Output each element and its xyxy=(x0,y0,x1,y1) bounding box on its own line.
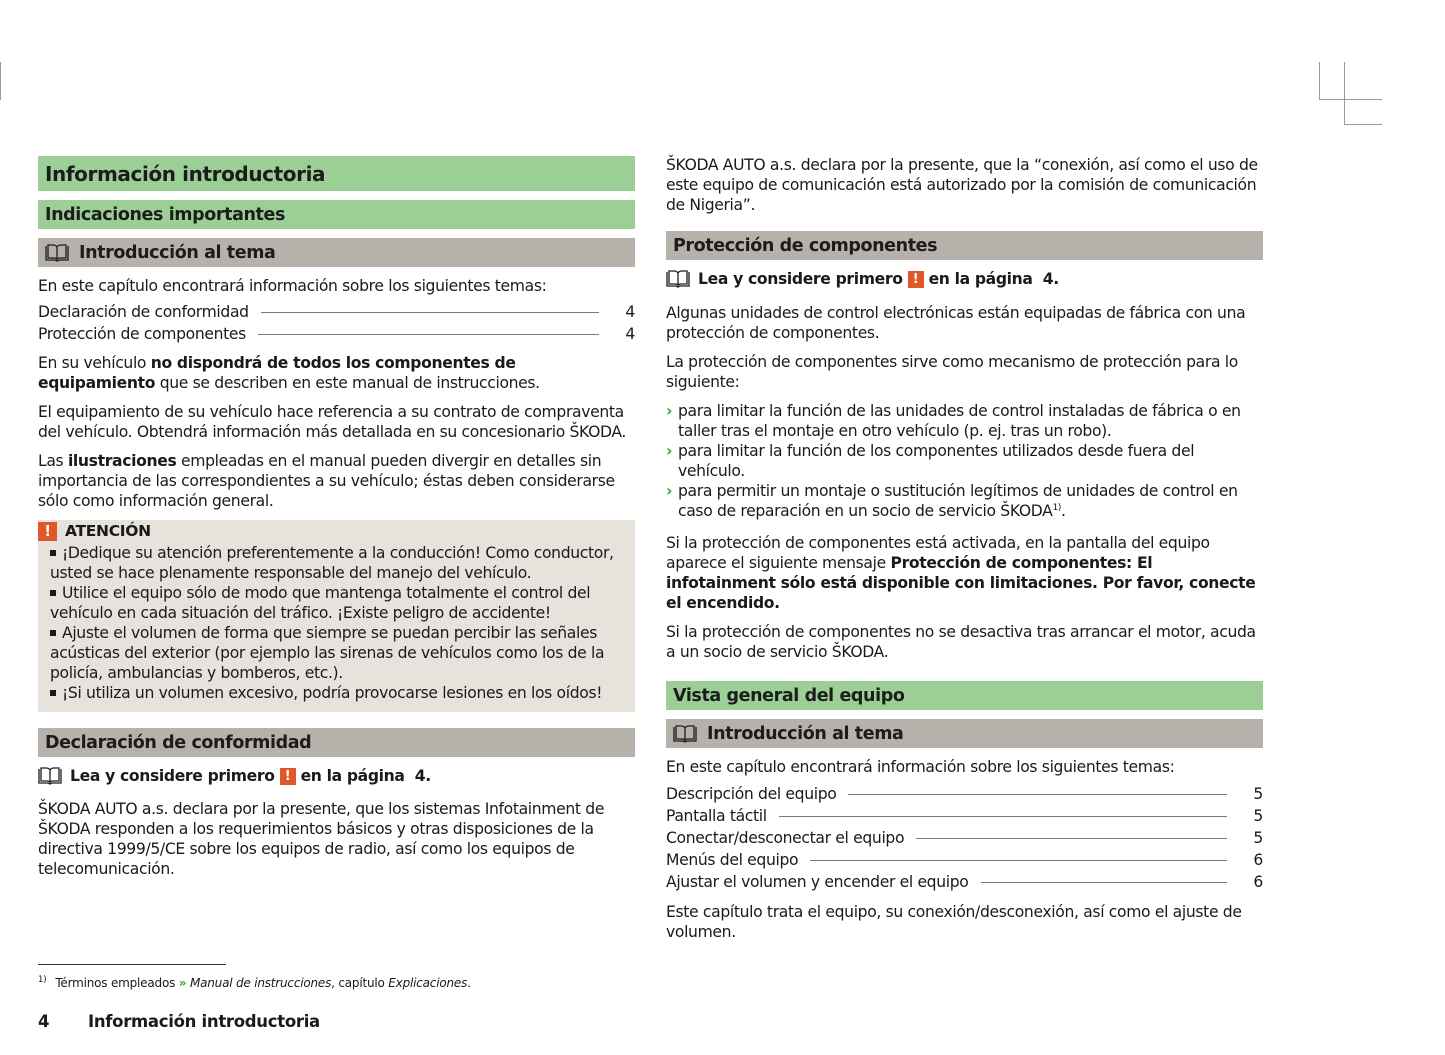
warning-item xyxy=(50,543,623,583)
paragraph-contract: El equipamiento de su vehículo hace referencia a su contrato de compraventa del vehículo. Obtendrá información más detallada en su concesionario ŠKODA. xyxy=(38,403,627,441)
protection-p1: Algunas unidades de control electrónicas están equipadas de fábrica con una protección de componentes. xyxy=(666,304,1246,342)
intro-heading-label: Introducción al tema xyxy=(79,242,276,263)
list-item-text: para limitar la función de los componentes utilizados desde fuera del vehículo. xyxy=(678,442,1195,480)
crop-mark xyxy=(1319,99,1382,100)
toc-item[interactable] xyxy=(666,872,1263,894)
text: que se describen en este manual de instrucciones. xyxy=(155,374,540,392)
text: Si la protección de componentes está activada, en la pantalla del equipo aparece el siguiente mensaje xyxy=(666,534,1210,572)
toc-leader xyxy=(779,816,1227,817)
bold-text: no dispondrá de todos los componentes de equipamiento xyxy=(38,354,516,392)
book-icon xyxy=(666,270,690,288)
warning-item-text: ¡Dedique su atención preferentemente a la conducción! Como conductor, usted se hace plenamente responsable del manejo del vehículo. xyxy=(50,544,614,582)
book-icon xyxy=(45,244,69,262)
text: Términos empleados xyxy=(55,976,176,990)
bullet-icon xyxy=(50,590,56,596)
crop-mark xyxy=(0,62,1,100)
overview-closing: Este capítulo trata el equipo, su conexión/desconexión, así como el ajuste de volumen. xyxy=(666,903,1242,941)
toc-item[interactable] xyxy=(666,784,1263,806)
warning-item xyxy=(50,623,623,683)
footnote xyxy=(38,976,471,990)
toc-page[interactable]: 6 xyxy=(1253,851,1263,869)
warning-icon[interactable]: ! xyxy=(280,768,296,785)
intro-heading xyxy=(38,238,635,267)
protection-p4: Si la protección de componentes no se desactiva tras arrancar el motor, acuda a un socio de servicio ŠKODA. xyxy=(666,623,1256,661)
chevron-right-icon: › xyxy=(666,482,673,500)
toc-label[interactable]: Descripción del equipo xyxy=(666,785,837,803)
toc-leader xyxy=(981,882,1228,883)
overview-intro-text: En este capítulo encontrará información sobre los siguientes temas: xyxy=(666,758,1175,776)
bullet-icon xyxy=(50,690,56,696)
toc-label[interactable]: Conectar/desconectar el equipo xyxy=(666,829,905,847)
protection-heading: Protección de componentes xyxy=(666,231,1263,260)
text: Las xyxy=(38,452,68,470)
read-first-note xyxy=(666,268,1263,290)
protection-p2: La protección de componentes sirve como mecanismo de protección para lo siguiente: xyxy=(666,353,1238,391)
protection-list xyxy=(666,401,1263,524)
crop-mark xyxy=(1344,124,1382,125)
text: En su vehículo xyxy=(38,354,151,372)
overview-intro-heading xyxy=(666,719,1263,748)
book-icon xyxy=(38,767,62,785)
crop-mark xyxy=(1319,62,1320,100)
text: empleadas en el manual pueden divergir en detalles sin importancia de las correspondientes a su vehículo; éstas deben considerarse sólo como información general. xyxy=(38,452,615,510)
protection-p3 xyxy=(666,533,1263,613)
toc-leader xyxy=(916,838,1227,839)
warning-item xyxy=(50,683,623,703)
intro-heading-label: Introducción al tema xyxy=(707,723,904,744)
footnote-ref[interactable]: 1) xyxy=(1052,503,1062,513)
list-item-text xyxy=(678,481,1263,524)
declaration-heading: Declaración de conformidad xyxy=(38,728,635,757)
bullet-icon xyxy=(50,550,56,556)
warning-icon: ! xyxy=(38,522,57,541)
list-item xyxy=(666,401,1263,441)
bold-text: Protección de componentes: El infotainment sólo está disponible con limitaciones. Por favor, conecte el encendido. xyxy=(666,554,1256,612)
toc-list xyxy=(38,302,635,346)
read-first-note xyxy=(38,765,635,787)
warning-box xyxy=(38,520,635,712)
bold-text: ilustraciones xyxy=(67,452,177,470)
reference-link[interactable]: Manual de instrucciones xyxy=(189,976,332,990)
text: . xyxy=(467,976,471,990)
toc-page[interactable]: 5 xyxy=(1253,829,1263,847)
bullet-icon xyxy=(50,630,56,636)
toc-page[interactable]: 6 xyxy=(1253,873,1263,891)
toc-item[interactable] xyxy=(666,828,1263,850)
text: para permitir un montaje o sustitución legítimos de unidades de control en caso de reparación en un socio de servicio ŠKODA xyxy=(678,482,1238,520)
toc-item[interactable] xyxy=(38,302,635,324)
toc-item[interactable] xyxy=(38,324,635,346)
warning-item xyxy=(50,583,623,623)
toc-item[interactable] xyxy=(666,850,1263,872)
declaration-text: ŠKODA AUTO a.s. declara por la presente, que los sistemas Infotainment de ŠKODA responden a los requerimientos básicos y otras disposiciones de la directiva 1999/5/CE sobre los equipos de radio, así como los equipos de telecomunicación. xyxy=(38,800,605,878)
read-first-text: Lea y considere primero xyxy=(70,767,275,785)
section-title: Indicaciones importantes xyxy=(38,200,635,229)
warning-item-text: Ajuste el volumen de forma que siempre se puedan percibir las señales acústicas del exterior (por ejemplo las sirenas de vehículos como los de la policía, ambulancias y bomberos, etc.). xyxy=(50,624,605,682)
toc-page[interactable]: 5 xyxy=(1253,785,1263,803)
toc-leader xyxy=(848,794,1227,795)
toc-page[interactable]: 4 xyxy=(625,303,635,321)
toc-label[interactable]: Menús del equipo xyxy=(666,851,799,869)
right-column xyxy=(666,155,1263,951)
toc-page[interactable]: 4 xyxy=(625,325,635,343)
book-icon xyxy=(673,725,697,743)
read-first-text: Lea y considere primero xyxy=(698,270,903,288)
footnote-divider xyxy=(38,964,226,965)
warning-item-text: Utilice el equipo sólo de modo que mantenga totalmente el control del vehículo en cada situación del tráfico. ¡Existe peligro de accidente! xyxy=(50,584,591,622)
toc-label[interactable]: Pantalla táctil xyxy=(666,807,767,825)
nigeria-declaration: ŠKODA AUTO a.s. declara por la presente, que la “conexión, así como el uso de este equipo de comunicación está autorizado por la comisión de comunicación de Nigeria”. xyxy=(666,156,1258,214)
list-item xyxy=(666,481,1263,524)
page-footer xyxy=(38,1012,320,1031)
left-column xyxy=(38,156,635,888)
text: . xyxy=(1061,502,1066,520)
overview-toc-list xyxy=(666,784,1263,894)
reference-arrow-icon: » xyxy=(178,976,187,990)
chevron-right-icon: › xyxy=(666,402,673,420)
crop-mark xyxy=(1344,62,1345,125)
page-link[interactable]: 4. xyxy=(414,767,431,785)
read-first-text: en la página xyxy=(928,270,1033,288)
read-first-text: en la página xyxy=(300,767,405,785)
toc-label[interactable]: Declaración de conformidad xyxy=(38,303,249,321)
paragraph-illustrations xyxy=(38,451,635,511)
list-item xyxy=(666,441,1263,481)
footnote-mark: 1) xyxy=(38,975,47,985)
page-link[interactable]: 4. xyxy=(1042,270,1059,288)
toc-leader xyxy=(261,312,599,313)
toc-page[interactable]: 5 xyxy=(1253,807,1263,825)
footer-chapter: Información introductoria xyxy=(88,1012,320,1031)
list-item-text: para limitar la función de las unidades de control instaladas de fábrica o en taller tras el montaje en otro vehículo (p. ej. tras un robo). xyxy=(678,402,1241,440)
toc-label[interactable]: Ajustar el volumen y encender el equipo xyxy=(666,873,969,891)
intro-text: En este capítulo encontrará información sobre los siguientes temas: xyxy=(38,277,547,295)
text: , capítulo xyxy=(331,976,389,990)
warning-header xyxy=(38,521,623,541)
warning-item-text: ¡Si utiliza un volumen excesivo, podría provocarse lesiones en los oídos! xyxy=(62,684,603,702)
toc-leader xyxy=(810,860,1227,861)
toc-item[interactable] xyxy=(666,806,1263,828)
page-number: 4 xyxy=(38,1012,50,1031)
toc-leader xyxy=(258,334,599,335)
overview-section-title: Vista general del equipo xyxy=(666,681,1263,710)
chapter-title: Información introductoria xyxy=(38,156,635,191)
toc-label[interactable]: Protección de componentes xyxy=(38,325,246,343)
reference-link[interactable]: Explicaciones xyxy=(388,976,468,990)
warning-body xyxy=(38,543,623,703)
warning-icon[interactable]: ! xyxy=(908,271,924,288)
chevron-right-icon: › xyxy=(666,442,673,460)
paragraph-equipment-notice xyxy=(38,353,635,393)
warning-title: ATENCIÓN xyxy=(65,522,151,540)
